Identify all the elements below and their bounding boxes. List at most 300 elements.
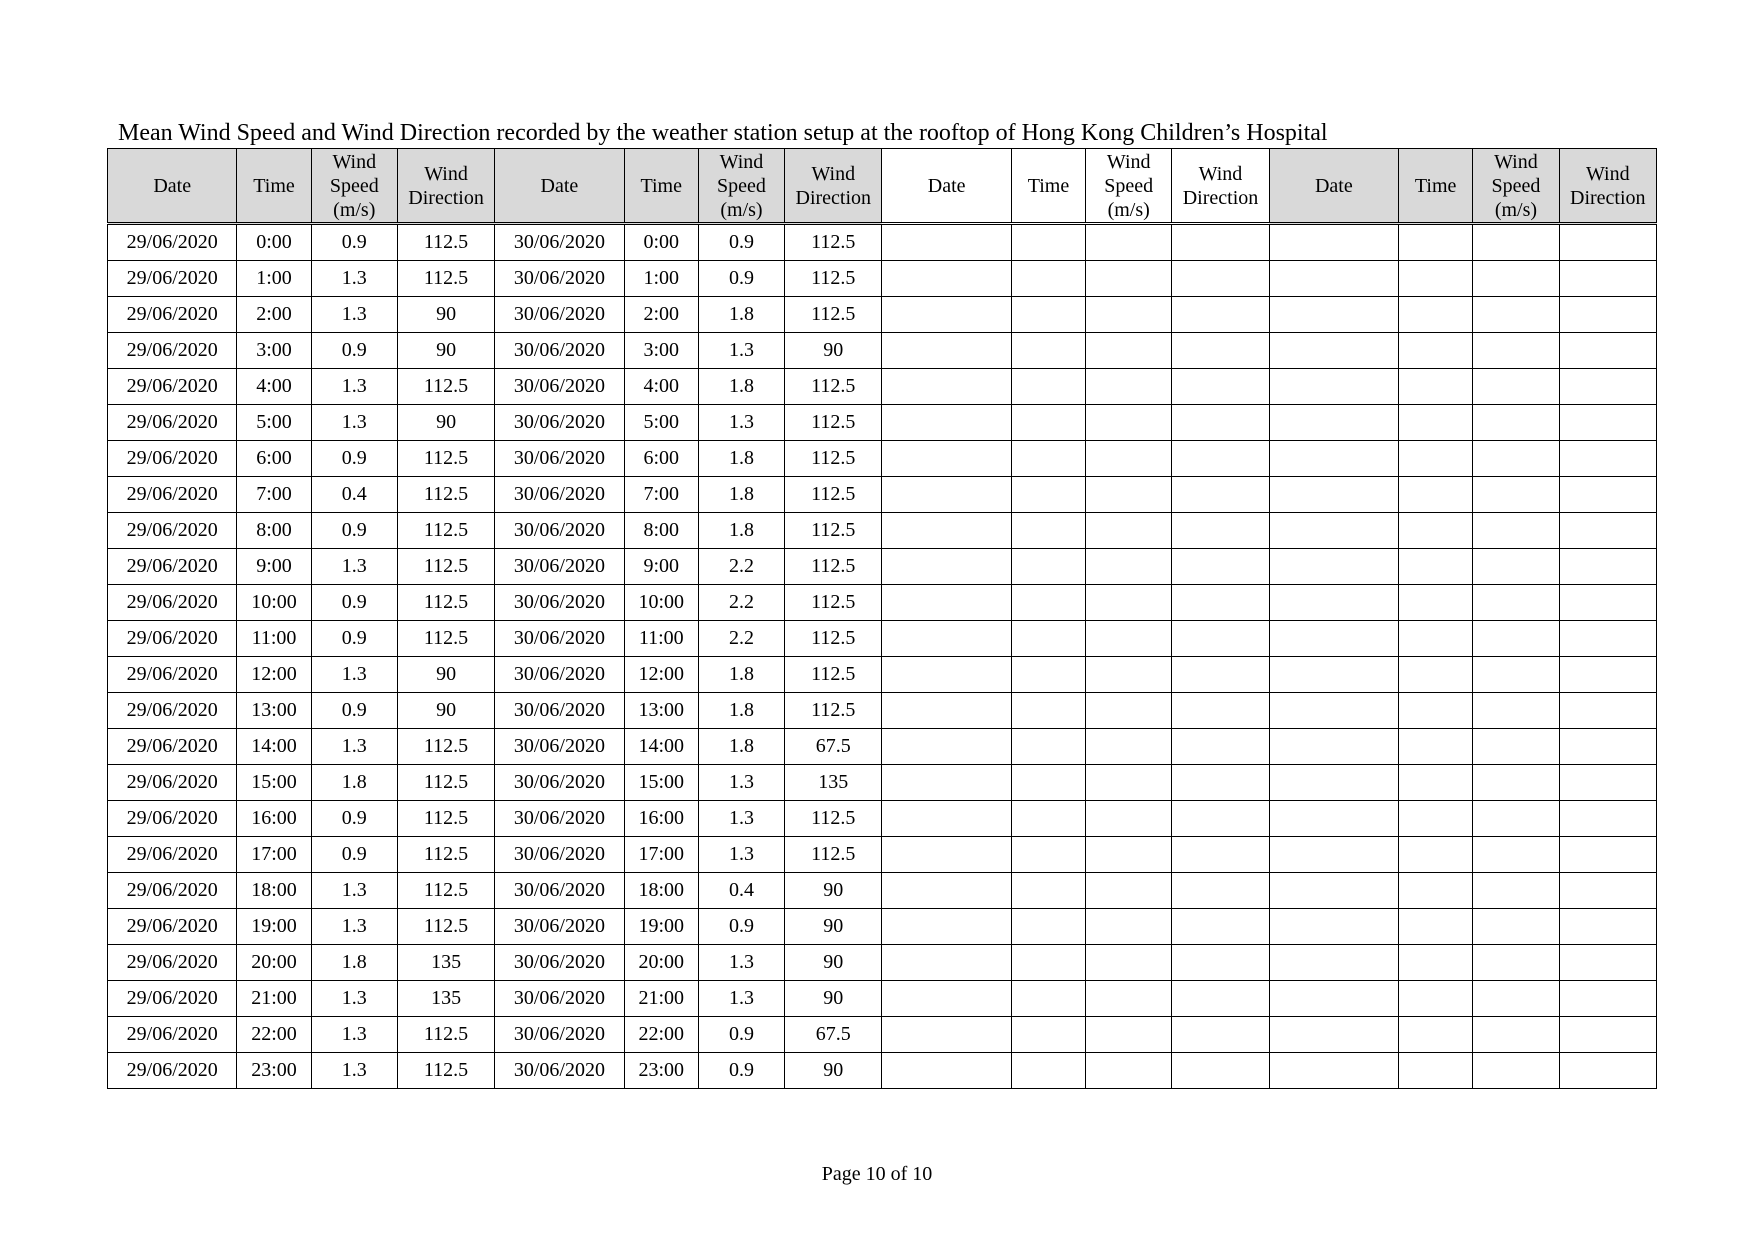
cell-time	[1399, 873, 1473, 909]
cell-wind-speed: 1.3	[311, 549, 397, 585]
cell-wind-speed	[1086, 1053, 1172, 1089]
cell-wind-direction: 112.5	[397, 369, 494, 405]
cell-wind-speed	[1473, 657, 1559, 693]
cell-date	[1269, 801, 1398, 837]
cell-date: 29/06/2020	[108, 657, 237, 693]
cell-wind-speed	[1473, 369, 1559, 405]
cell-date	[882, 873, 1011, 909]
cell-wind-speed	[1086, 224, 1172, 261]
header-speed-line2: Speed	[717, 174, 766, 197]
cell-time: 21:00	[624, 981, 698, 1017]
cell-wind-direction	[1172, 693, 1269, 729]
cell-wind-speed	[1086, 873, 1172, 909]
cell-wind-direction	[1172, 1017, 1269, 1053]
cell-wind-direction: 90	[397, 297, 494, 333]
cell-time: 16:00	[624, 801, 698, 837]
cell-wind-direction: 112.5	[785, 837, 882, 873]
header-dir-line2: Direction	[795, 186, 872, 209]
cell-wind-direction: 135	[785, 765, 882, 801]
header-dir-line2: Direction	[1182, 186, 1259, 209]
cell-time	[1011, 657, 1085, 693]
cell-time: 11:00	[237, 621, 311, 657]
cell-time: 6:00	[624, 441, 698, 477]
header-dir-line1: Wind	[811, 162, 856, 185]
cell-date: 30/06/2020	[495, 549, 624, 585]
cell-date: 29/06/2020	[108, 1017, 237, 1053]
cell-wind-direction: 112.5	[397, 549, 494, 585]
cell-time: 8:00	[237, 513, 311, 549]
cell-time: 17:00	[624, 837, 698, 873]
cell-date	[882, 333, 1011, 369]
cell-wind-direction	[1559, 981, 1656, 1017]
cell-wind-direction	[1172, 765, 1269, 801]
cell-date	[882, 585, 1011, 621]
cell-wind-speed	[1473, 873, 1559, 909]
cell-time	[1011, 1017, 1085, 1053]
cell-time: 12:00	[624, 657, 698, 693]
cell-date	[1269, 909, 1398, 945]
cell-date: 30/06/2020	[495, 765, 624, 801]
cell-time	[1399, 729, 1473, 765]
cell-date: 29/06/2020	[108, 333, 237, 369]
table-row	[108, 333, 1657, 369]
header-dir-line1: Wind	[1585, 162, 1630, 185]
cell-wind-speed	[1086, 621, 1172, 657]
table-header-row	[108, 149, 1657, 224]
cell-wind-speed	[1473, 801, 1559, 837]
header-wind-speed	[311, 149, 397, 224]
cell-wind-direction	[1172, 405, 1269, 441]
cell-time: 0:00	[624, 224, 698, 261]
cell-time: 20:00	[237, 945, 311, 981]
header-speed-line3: (m/s)	[720, 198, 763, 221]
header-date-label: Date	[153, 174, 192, 197]
table-row	[108, 513, 1657, 549]
cell-wind-speed	[1086, 513, 1172, 549]
cell-wind-direction	[1172, 873, 1269, 909]
cell-date	[882, 441, 1011, 477]
cell-wind-speed: 1.3	[311, 369, 397, 405]
cell-wind-speed	[1086, 477, 1172, 513]
cell-time	[1011, 765, 1085, 801]
cell-wind-direction	[1172, 549, 1269, 585]
cell-wind-speed: 0.9	[311, 837, 397, 873]
cell-date: 29/06/2020	[108, 585, 237, 621]
header-wind-direction	[785, 149, 882, 224]
cell-wind-speed	[1086, 297, 1172, 333]
header-speed-line1: Wind	[332, 150, 377, 173]
header-speed-line3: (m/s)	[1494, 198, 1538, 221]
cell-wind-speed: 1.3	[311, 981, 397, 1017]
cell-wind-speed: 0.9	[311, 621, 397, 657]
cell-wind-speed: 1.8	[311, 945, 397, 981]
header-speed-line2: Speed	[1104, 174, 1154, 197]
cell-wind-direction: 112.5	[785, 224, 882, 261]
cell-wind-speed: 0.9	[311, 585, 397, 621]
cell-wind-speed	[1473, 297, 1559, 333]
cell-wind-direction	[1559, 621, 1656, 657]
cell-wind-direction: 90	[397, 333, 494, 369]
cell-wind-speed: 1.8	[698, 657, 784, 693]
cell-date: 29/06/2020	[108, 1053, 237, 1089]
cell-date	[1269, 261, 1398, 297]
table-row	[108, 621, 1657, 657]
cell-date: 30/06/2020	[495, 224, 624, 261]
cell-time	[1399, 981, 1473, 1017]
cell-time: 22:00	[624, 1017, 698, 1053]
cell-wind-speed	[1473, 405, 1559, 441]
cell-wind-speed: 2.2	[698, 549, 784, 585]
table-row	[108, 477, 1657, 513]
cell-wind-direction	[1559, 909, 1656, 945]
header-time	[1399, 149, 1473, 224]
cell-date	[882, 1053, 1011, 1089]
cell-time: 4:00	[237, 369, 311, 405]
cell-wind-direction: 90	[785, 981, 882, 1017]
cell-time: 20:00	[624, 945, 698, 981]
cell-wind-direction: 112.5	[785, 621, 882, 657]
cell-wind-direction: 112.5	[397, 765, 494, 801]
table-row	[108, 369, 1657, 405]
cell-wind-speed: 2.2	[698, 621, 784, 657]
cell-time: 6:00	[237, 441, 311, 477]
cell-wind-direction: 90	[397, 693, 494, 729]
cell-wind-speed: 0.4	[698, 873, 784, 909]
cell-wind-speed	[1086, 693, 1172, 729]
cell-wind-direction: 112.5	[397, 585, 494, 621]
table-row	[108, 441, 1657, 477]
cell-date	[882, 981, 1011, 1017]
table-row	[108, 405, 1657, 441]
table-row	[108, 873, 1657, 909]
cell-wind-direction	[1172, 801, 1269, 837]
cell-wind-speed: 1.3	[698, 333, 784, 369]
cell-wind-direction: 112.5	[785, 801, 882, 837]
cell-wind-speed	[1473, 693, 1559, 729]
cell-date: 29/06/2020	[108, 405, 237, 441]
cell-wind-speed: 1.3	[698, 837, 784, 873]
cell-date	[882, 909, 1011, 945]
cell-wind-speed	[1473, 477, 1559, 513]
cell-date: 29/06/2020	[108, 693, 237, 729]
cell-wind-direction: 112.5	[397, 441, 494, 477]
cell-wind-direction: 112.5	[397, 1017, 494, 1053]
cell-date	[1269, 333, 1398, 369]
cell-wind-direction: 112.5	[397, 477, 494, 513]
cell-date: 29/06/2020	[108, 297, 237, 333]
table-row	[108, 1053, 1657, 1089]
cell-wind-direction: 67.5	[785, 729, 882, 765]
cell-wind-speed: 1.3	[311, 729, 397, 765]
cell-date	[882, 621, 1011, 657]
header-wind-direction	[397, 149, 494, 224]
cell-date: 29/06/2020	[108, 909, 237, 945]
cell-wind-direction	[1172, 333, 1269, 369]
cell-wind-speed: 1.3	[698, 981, 784, 1017]
cell-wind-speed: 1.8	[698, 729, 784, 765]
cell-wind-speed: 0.9	[311, 801, 397, 837]
cell-wind-direction: 90	[397, 405, 494, 441]
cell-wind-direction	[1559, 477, 1656, 513]
cell-wind-speed: 0.9	[311, 333, 397, 369]
cell-wind-direction	[1172, 585, 1269, 621]
cell-wind-speed	[1473, 1053, 1559, 1089]
cell-wind-direction	[1172, 729, 1269, 765]
cell-wind-direction: 112.5	[785, 549, 882, 585]
cell-wind-direction: 112.5	[397, 261, 494, 297]
cell-wind-speed	[1086, 441, 1172, 477]
cell-wind-direction	[1559, 693, 1656, 729]
cell-time	[1399, 333, 1473, 369]
cell-time	[1399, 477, 1473, 513]
cell-date: 29/06/2020	[108, 224, 237, 261]
cell-time	[1399, 297, 1473, 333]
cell-wind-direction: 112.5	[397, 513, 494, 549]
cell-date: 29/06/2020	[108, 729, 237, 765]
table-title: Mean Wind Speed and Wind Direction recorded by the weather station setup at the rooftop of Hong Kong Children’s Hospital	[118, 120, 1328, 146]
header-speed-line1: Wind	[1494, 150, 1538, 173]
cell-wind-speed: 2.2	[698, 585, 784, 621]
cell-time	[1399, 585, 1473, 621]
cell-wind-direction	[1559, 333, 1656, 369]
cell-date: 30/06/2020	[495, 909, 624, 945]
cell-wind-direction	[1559, 441, 1656, 477]
cell-wind-speed	[1473, 621, 1559, 657]
header-time	[1011, 149, 1085, 224]
header-time	[624, 149, 698, 224]
cell-date	[1269, 297, 1398, 333]
cell-time: 17:00	[237, 837, 311, 873]
cell-wind-speed	[1473, 224, 1559, 261]
header-date	[882, 149, 1011, 224]
cell-wind-direction	[1559, 1017, 1656, 1053]
table-row	[108, 729, 1657, 765]
cell-wind-direction: 112.5	[397, 1053, 494, 1089]
header-time	[237, 149, 311, 224]
cell-date: 30/06/2020	[495, 441, 624, 477]
cell-wind-direction	[1559, 765, 1656, 801]
cell-time	[1011, 945, 1085, 981]
cell-date	[1269, 945, 1398, 981]
cell-wind-direction: 112.5	[397, 621, 494, 657]
wind-data-table	[107, 148, 1657, 1089]
cell-date: 29/06/2020	[108, 477, 237, 513]
header-wind-speed	[698, 149, 784, 224]
cell-date: 30/06/2020	[495, 621, 624, 657]
cell-time	[1399, 801, 1473, 837]
header-dir-line1: Wind	[424, 162, 468, 185]
table-row	[108, 945, 1657, 981]
cell-date	[882, 729, 1011, 765]
cell-date: 30/06/2020	[495, 477, 624, 513]
cell-date	[882, 297, 1011, 333]
cell-time: 9:00	[624, 549, 698, 585]
cell-wind-speed: 1.3	[311, 1017, 397, 1053]
cell-time: 2:00	[624, 297, 698, 333]
cell-wind-direction: 90	[785, 909, 882, 945]
table-row	[108, 297, 1657, 333]
cell-wind-direction	[1559, 224, 1656, 261]
cell-wind-speed: 0.9	[311, 513, 397, 549]
header-speed-line3: (m/s)	[333, 198, 376, 221]
cell-wind-direction	[1559, 945, 1656, 981]
cell-wind-speed	[1473, 585, 1559, 621]
cell-wind-direction	[1172, 441, 1269, 477]
header-speed-line2: Speed	[329, 174, 379, 197]
header-speed-line3: (m/s)	[1107, 198, 1150, 221]
cell-date: 29/06/2020	[108, 837, 237, 873]
cell-date: 30/06/2020	[495, 981, 624, 1017]
table-row	[108, 765, 1657, 801]
cell-time	[1399, 1017, 1473, 1053]
cell-date	[1269, 1053, 1398, 1089]
cell-wind-direction	[1172, 297, 1269, 333]
table-row	[108, 657, 1657, 693]
cell-time: 3:00	[237, 333, 311, 369]
header-speed-line1: Wind	[1106, 150, 1151, 173]
cell-wind-direction	[1172, 981, 1269, 1017]
cell-date	[882, 549, 1011, 585]
cell-wind-direction	[1559, 801, 1656, 837]
cell-time	[1011, 873, 1085, 909]
cell-date	[882, 369, 1011, 405]
cell-date	[882, 837, 1011, 873]
cell-wind-speed	[1473, 261, 1559, 297]
cell-wind-direction	[1559, 837, 1656, 873]
header-date	[108, 149, 237, 224]
cell-date	[882, 513, 1011, 549]
cell-time	[1011, 693, 1085, 729]
cell-time: 5:00	[624, 405, 698, 441]
cell-wind-direction	[1559, 513, 1656, 549]
cell-wind-direction: 112.5	[785, 297, 882, 333]
cell-wind-direction: 135	[397, 981, 494, 1017]
table-row	[108, 585, 1657, 621]
header-wind-speed	[1086, 149, 1172, 224]
header-speed-line2: Speed	[1491, 174, 1541, 197]
cell-date	[1269, 981, 1398, 1017]
cell-wind-direction: 112.5	[785, 657, 882, 693]
cell-date	[882, 801, 1011, 837]
header-date-label: Date	[1314, 174, 1353, 197]
cell-wind-direction: 112.5	[397, 837, 494, 873]
cell-time	[1011, 477, 1085, 513]
cell-time	[1011, 441, 1085, 477]
table-row	[108, 224, 1657, 261]
cell-date	[1269, 729, 1398, 765]
cell-wind-direction	[1559, 405, 1656, 441]
cell-wind-speed: 1.3	[311, 909, 397, 945]
cell-date: 29/06/2020	[108, 981, 237, 1017]
cell-date: 30/06/2020	[495, 837, 624, 873]
cell-wind-direction	[1172, 837, 1269, 873]
cell-time: 9:00	[237, 549, 311, 585]
cell-wind-direction: 112.5	[785, 513, 882, 549]
cell-wind-speed: 1.8	[698, 693, 784, 729]
cell-wind-direction	[1172, 369, 1269, 405]
header-speed-line1: Wind	[719, 150, 764, 173]
cell-time: 23:00	[237, 1053, 311, 1089]
cell-time: 21:00	[237, 981, 311, 1017]
cell-wind-speed	[1473, 441, 1559, 477]
cell-wind-speed: 0.9	[311, 441, 397, 477]
cell-time	[1011, 837, 1085, 873]
cell-time	[1399, 909, 1473, 945]
cell-time: 15:00	[624, 765, 698, 801]
cell-time: 13:00	[237, 693, 311, 729]
cell-wind-speed	[1086, 909, 1172, 945]
cell-time: 12:00	[237, 657, 311, 693]
cell-wind-speed	[1086, 405, 1172, 441]
cell-wind-speed: 0.9	[698, 1053, 784, 1089]
cell-wind-speed: 0.4	[311, 477, 397, 513]
cell-time: 3:00	[624, 333, 698, 369]
cell-wind-speed: 1.8	[698, 369, 784, 405]
cell-wind-direction: 112.5	[785, 261, 882, 297]
cell-date	[1269, 549, 1398, 585]
cell-time	[1399, 693, 1473, 729]
cell-date: 30/06/2020	[495, 333, 624, 369]
cell-wind-direction: 112.5	[785, 405, 882, 441]
cell-wind-speed: 0.9	[311, 224, 397, 261]
cell-date	[882, 1017, 1011, 1053]
cell-wind-speed: 1.8	[698, 441, 784, 477]
header-wind-direction	[1559, 149, 1656, 224]
cell-time: 19:00	[624, 909, 698, 945]
header-date	[495, 149, 624, 224]
header-time-label: Time	[640, 174, 682, 197]
table-row	[108, 909, 1657, 945]
cell-time	[1011, 261, 1085, 297]
cell-wind-speed	[1086, 333, 1172, 369]
cell-wind-direction: 112.5	[785, 369, 882, 405]
cell-wind-direction	[1559, 1053, 1656, 1089]
cell-wind-direction: 112.5	[397, 873, 494, 909]
cell-time: 0:00	[237, 224, 311, 261]
cell-time: 14:00	[237, 729, 311, 765]
cell-wind-speed	[1473, 981, 1559, 1017]
cell-wind-speed: 0.9	[311, 693, 397, 729]
table-row	[108, 549, 1657, 585]
header-wind-speed	[1473, 149, 1559, 224]
cell-date	[882, 261, 1011, 297]
cell-time	[1011, 369, 1085, 405]
cell-wind-direction: 112.5	[785, 477, 882, 513]
cell-time	[1399, 657, 1473, 693]
cell-wind-direction	[1559, 657, 1656, 693]
cell-wind-speed	[1086, 369, 1172, 405]
cell-time	[1399, 621, 1473, 657]
cell-wind-direction: 112.5	[397, 224, 494, 261]
cell-time	[1011, 909, 1085, 945]
cell-wind-direction	[1172, 261, 1269, 297]
cell-wind-direction	[1172, 224, 1269, 261]
cell-wind-direction	[1559, 261, 1656, 297]
cell-wind-speed	[1086, 837, 1172, 873]
cell-wind-speed	[1473, 333, 1559, 369]
cell-time	[1011, 405, 1085, 441]
cell-wind-speed	[1473, 729, 1559, 765]
cell-date: 30/06/2020	[495, 693, 624, 729]
cell-wind-speed	[1473, 549, 1559, 585]
cell-time: 18:00	[237, 873, 311, 909]
cell-wind-direction: 112.5	[397, 729, 494, 765]
cell-date: 30/06/2020	[495, 1053, 624, 1089]
cell-time: 10:00	[624, 585, 698, 621]
cell-wind-speed: 0.9	[698, 909, 784, 945]
cell-wind-speed	[1086, 945, 1172, 981]
cell-date: 29/06/2020	[108, 261, 237, 297]
